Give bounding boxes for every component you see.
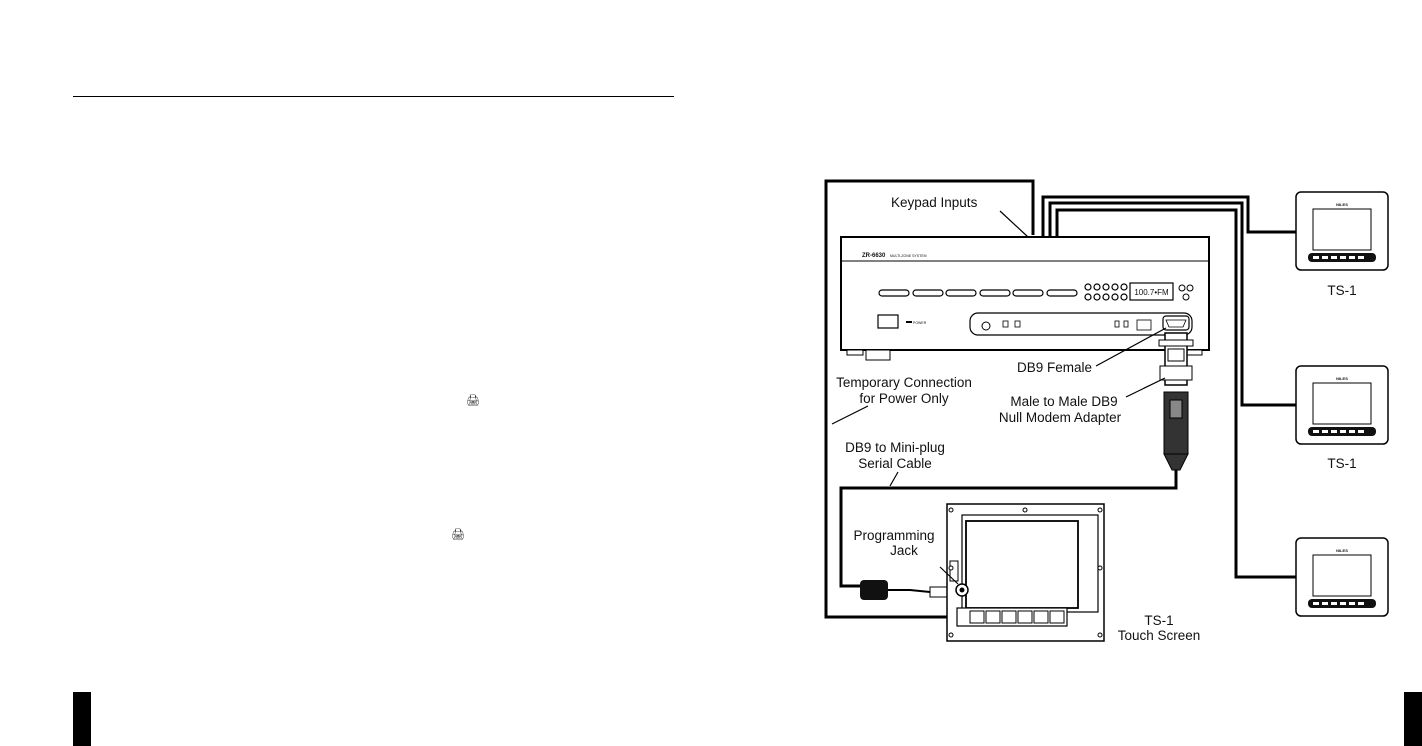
label-serial-cable-1: DB9 to Mini-plug (845, 440, 945, 455)
keypad-brand: NILES (1336, 376, 1348, 381)
label-db9-female: DB9 Female (1017, 360, 1093, 375)
null-modem-adapter (1159, 333, 1193, 385)
ts1-keypad-top (1296, 192, 1388, 270)
controller-subtitle: MULTI-ZONE SYSTEM (890, 254, 927, 258)
power-label: POWER (913, 321, 927, 325)
label-temp-connection-1: Temporary Connection (836, 375, 972, 390)
controller-model: ZR-6630 (862, 253, 886, 259)
label-programming-jack-1: Programming (853, 528, 935, 543)
label-ts1-main-2: Touch Screen (1117, 628, 1201, 643)
label-null-modem-1: Male to Male DB9 (1010, 394, 1118, 409)
ts1-keypad-middle (1296, 366, 1388, 444)
ts1-touch-screen-main (947, 504, 1104, 641)
label-temp-connection-2: for Power Only (859, 391, 949, 406)
label-ts1-top: TS-1 (1327, 283, 1357, 298)
label-programming-jack-2: Jack (890, 543, 918, 558)
power-switch (878, 315, 898, 328)
label-serial-cable-2: Serial Cable (858, 456, 932, 471)
label-null-modem-2: Null Modem Adapter (998, 410, 1122, 425)
keypad-brand: NILES (1336, 202, 1348, 207)
ir-sensor-icon: 🖨 (466, 395, 480, 407)
keypad-brand: NILES (1336, 548, 1348, 553)
ir-sensor-icon: 🖨 (451, 529, 465, 541)
tuner-display-text: 100.7•FM (1134, 288, 1169, 297)
label-ts1-middle: TS-1 (1327, 456, 1357, 471)
serial-cable-plug (860, 580, 888, 600)
zr-6630-controller (841, 237, 1209, 360)
ts1-keypad-bottom (1296, 538, 1388, 616)
label-keypad-inputs: Keypad Inputs (891, 195, 978, 210)
label-ts1-main-1: TS-1 (1144, 613, 1174, 628)
db9-cable-connector (1164, 392, 1188, 470)
